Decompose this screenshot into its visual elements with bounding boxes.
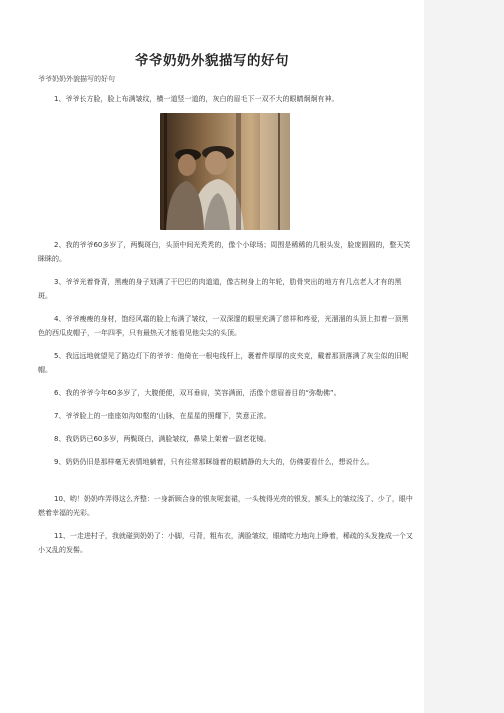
paragraph-9: 9、奶奶仍旧是那样毫无表情地躺着，只有往常那眯缝着的眼睛静的大大的，仿佛要看什么，想说什么。: [54, 458, 374, 466]
paragraph-2: 2、我的爷爷60多岁了，两鬓斑白，头顶中间光秃秃的，像个小球场；周围是稀稀的几根头发，脸庞圆圆的，整天笑眯眯的。: [38, 241, 411, 263]
paragraph-5: 5、我远远地就望见了路边灯下的爷爷：他倚在一根电线杆上，裹着件厚厚的皮夹克，戴着那顶落满了灰尘似的旧呢帽。: [38, 352, 409, 374]
paragraph-10: 10、哟！奶奶咋弄得这么齐整：一身新顾合身的银灰呢套裙，一头梳得光亮的银发，额头上的皱纹浅了、少了，眼中燃着幸福的光彩。: [38, 495, 413, 517]
right-sidebar-panel: [424, 0, 504, 713]
paragraph-6: 6、我的爷爷今年60多岁了，大腹便便，双耳垂肩，笑容满面，活像个慈眉善目的“弥勒佛”。: [54, 389, 341, 397]
paragraph-3: 3、爷爷光着脊背，黑瘦的身子划满了干巴巴的肉道道，像古树身上的年轮，肋骨突出的地方有几点老人才有的黑斑。: [38, 278, 402, 300]
paragraph-8: 8、我奶奶已60多岁，两鬓斑白，满脸皱纹，鼻梁上架着一副老花镜。: [54, 435, 271, 443]
page-title: 爷爷奶奶外貌描写的好句: [135, 53, 289, 69]
paragraph-1: 1、爷爷长方脸，脸上布满皱纹，横一道竖一道的，灰白的眉毛下一双不大的眼睛炯炯有神。: [54, 95, 339, 103]
paragraph-4: 4、爷爷瘦瘦的身材，饱经风霜的脸上布满了皱纹，一双深邃的眼里充满了慈祥和疼爱，光溜溜的头顶上扣着一顶黑色的西瓜皮帽子，一年四季，只有最热天才能看见他尖尖的头顶。: [38, 315, 409, 337]
elderly-couple-photo: [160, 113, 290, 230]
paragraph-7: 7、爷爷脸上的一座座如沟如壑的‘山脉，在星星的照耀下，笑意正浓。: [54, 412, 271, 420]
paragraph-11: 11、一走进村子，我就碰到奶奶了：小脚，弓背，粗布衣，满脸皱纹，眼睛吃力地向上睁着，稀疏的头发挽成一个又小又乱的发髻。: [38, 532, 413, 554]
page-subtitle: 爷爷奶奶外貌描写的好句: [38, 75, 115, 83]
photo-illustration-icon: [160, 113, 290, 230]
